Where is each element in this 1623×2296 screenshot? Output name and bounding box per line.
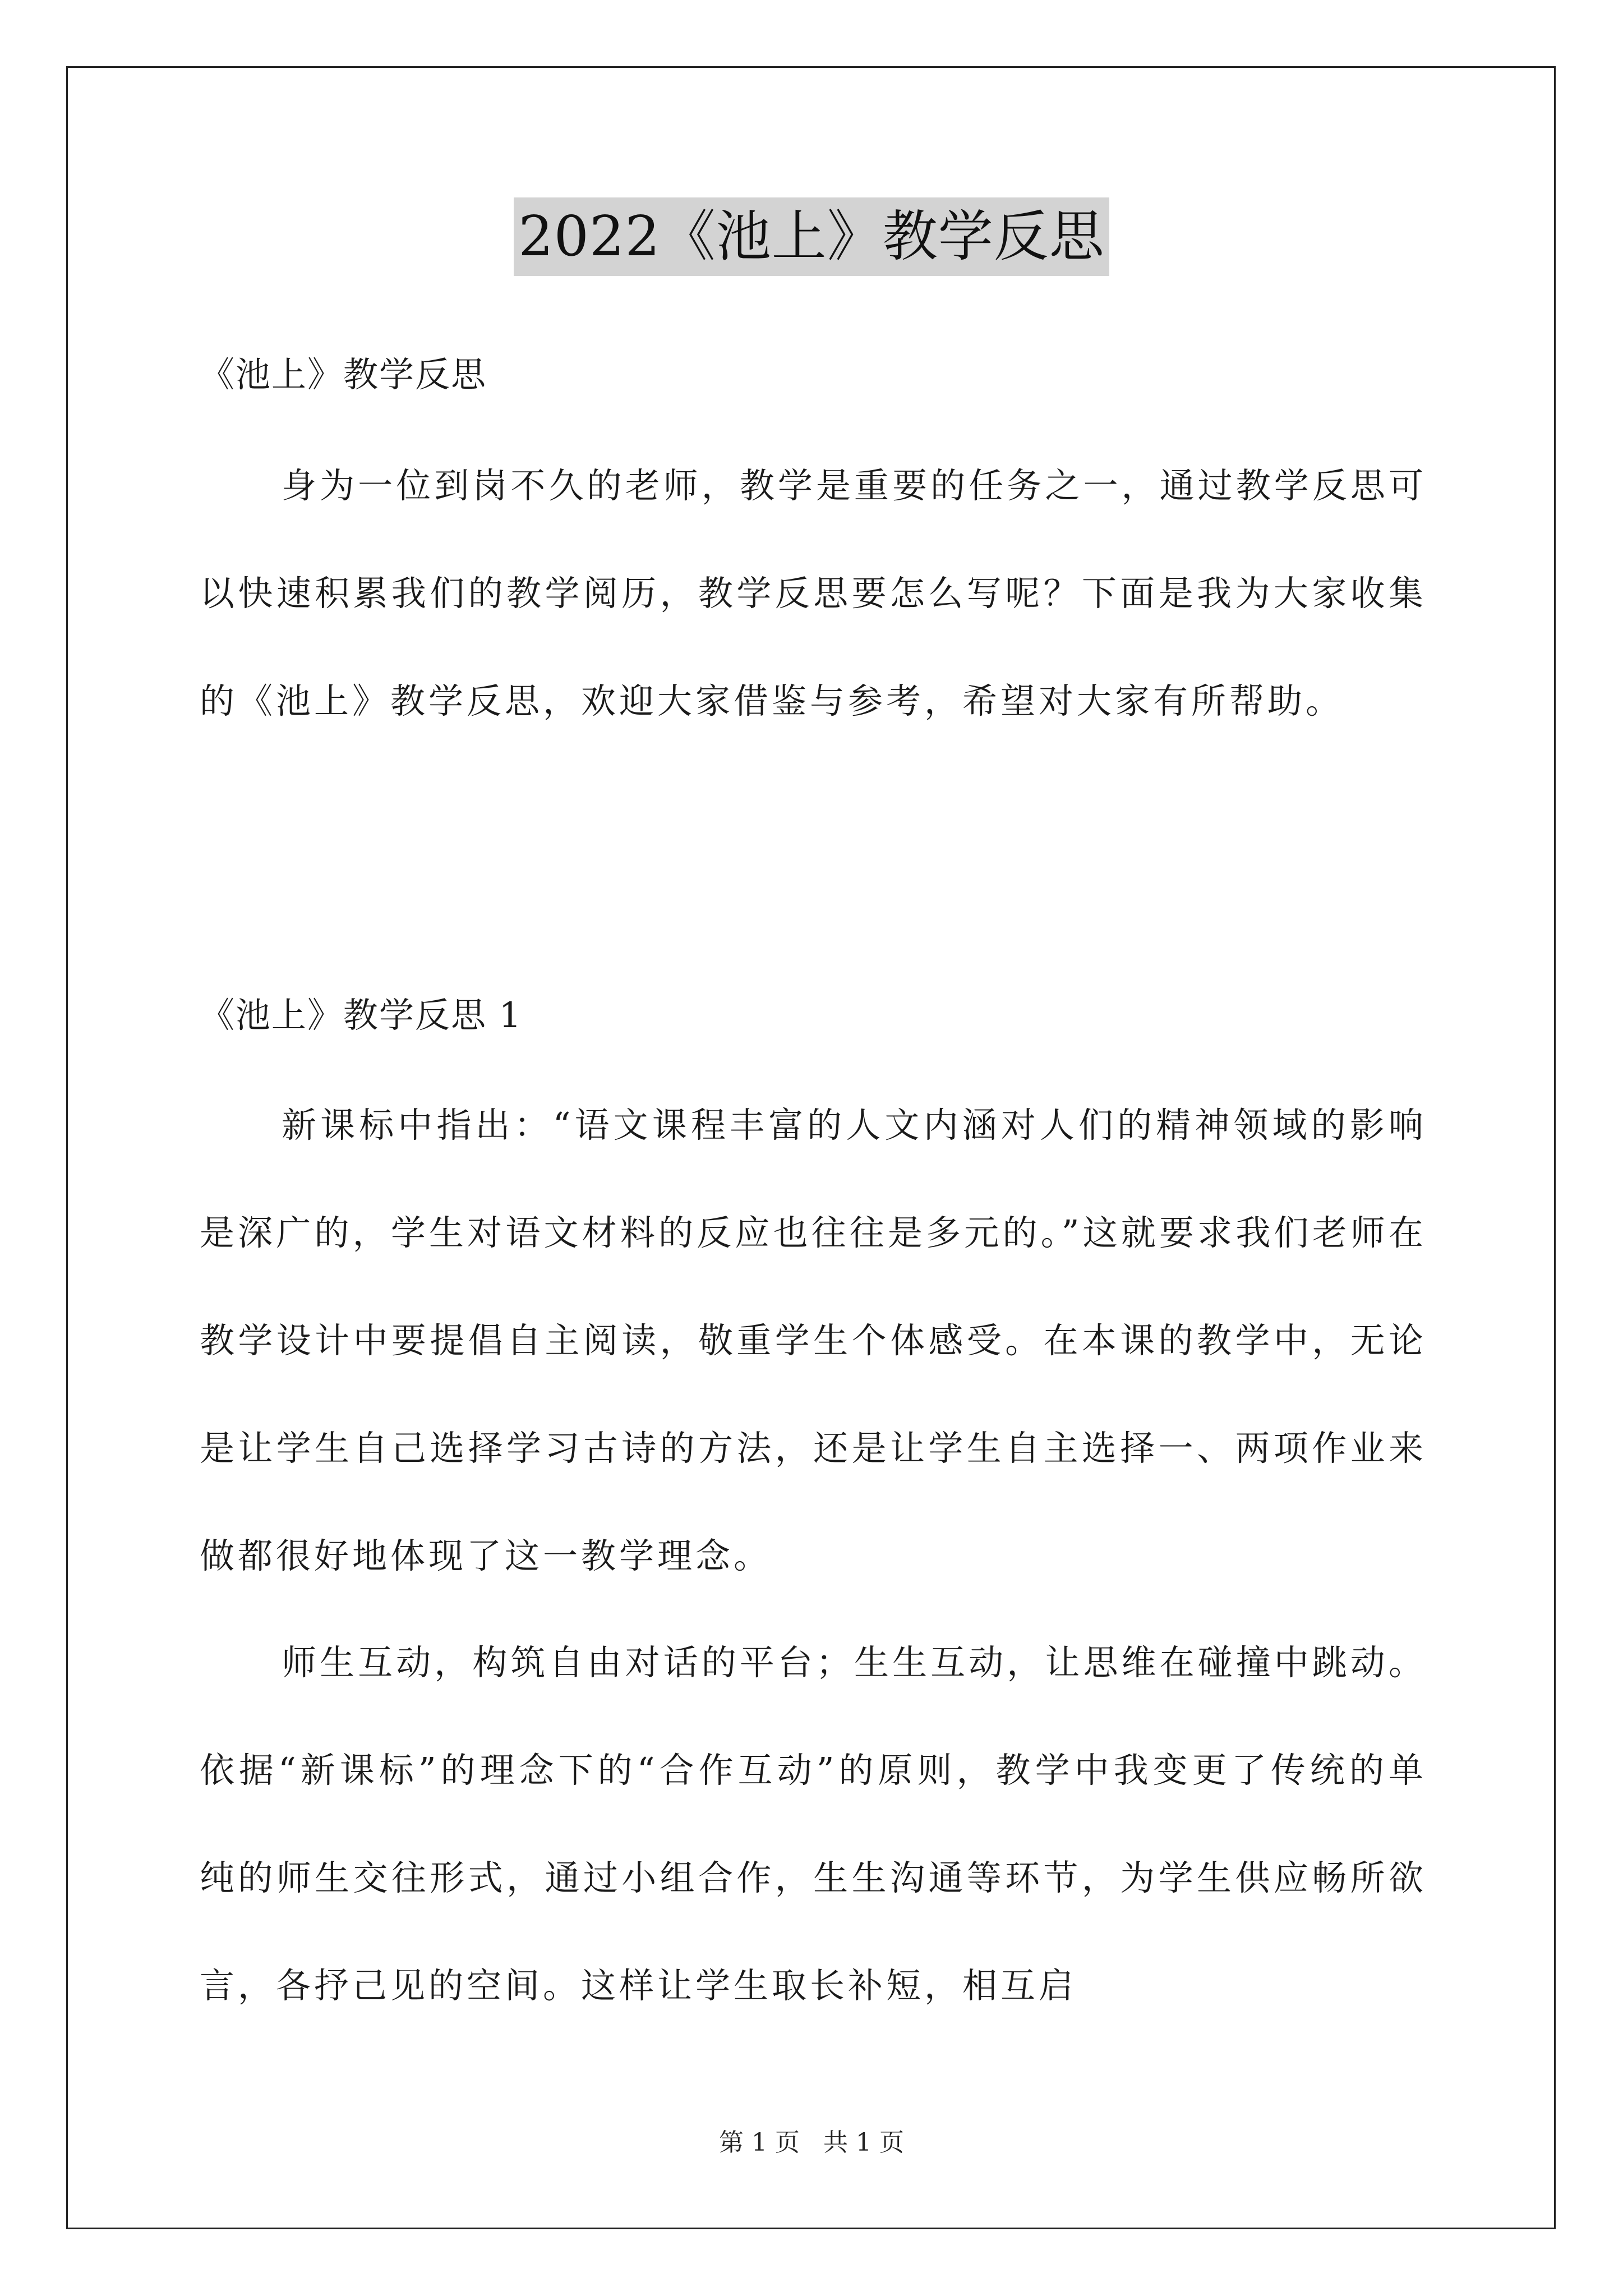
section-paragraph-1: 新课标中指出：“语文课程丰富的人文内涵对人们的精神领域的影响是深广的，学生对语文材料的反应也往往是多元的。”这就要求我们老师在教学设计中要提倡自主阅读，敬重学生个体感受。在本课的教学中，无论是让学生自己选择学习古诗的方法，还是让学生自主选择一、两项作业来做都很好地体现了这一教学理念。: [200, 1105, 1427, 1576]
page-total: 共 1 页: [823, 2128, 904, 2157]
intro-heading: 《池上》教学反思: [200, 354, 487, 395]
intro-paragraph: 身为一位到岗不久的老师，教学是重要的任务之一，通过教学反思可以快速积累我们的教学阅历，教学反思要怎么写呢？下面是我为大家收集的《池上》教学反思，欢迎大家借鉴与参考，希望对大家有所帮助。: [200, 465, 1427, 721]
page-number: 第 1 页: [719, 2128, 800, 2157]
section-paragraph-2: 师生互动，构筑自由对话的平台；生生互动，让思维在碰撞中跳动。依据“新课标”的理念下的“合作互动”的原则，教学中我变更了传统的单纯的师生交往形式，通过小组合作，生生沟通等环节，为学生供应畅所欲言，各抒己见的空间。这样让学生取长补短，相互启: [200, 1642, 1427, 2006]
document-title: 2022《池上》教学反思: [514, 197, 1109, 276]
page-footer: [0, 2126, 1623, 2160]
section-heading: 《池上》教学反思 1: [200, 995, 523, 1036]
title-container: [0, 197, 1623, 276]
